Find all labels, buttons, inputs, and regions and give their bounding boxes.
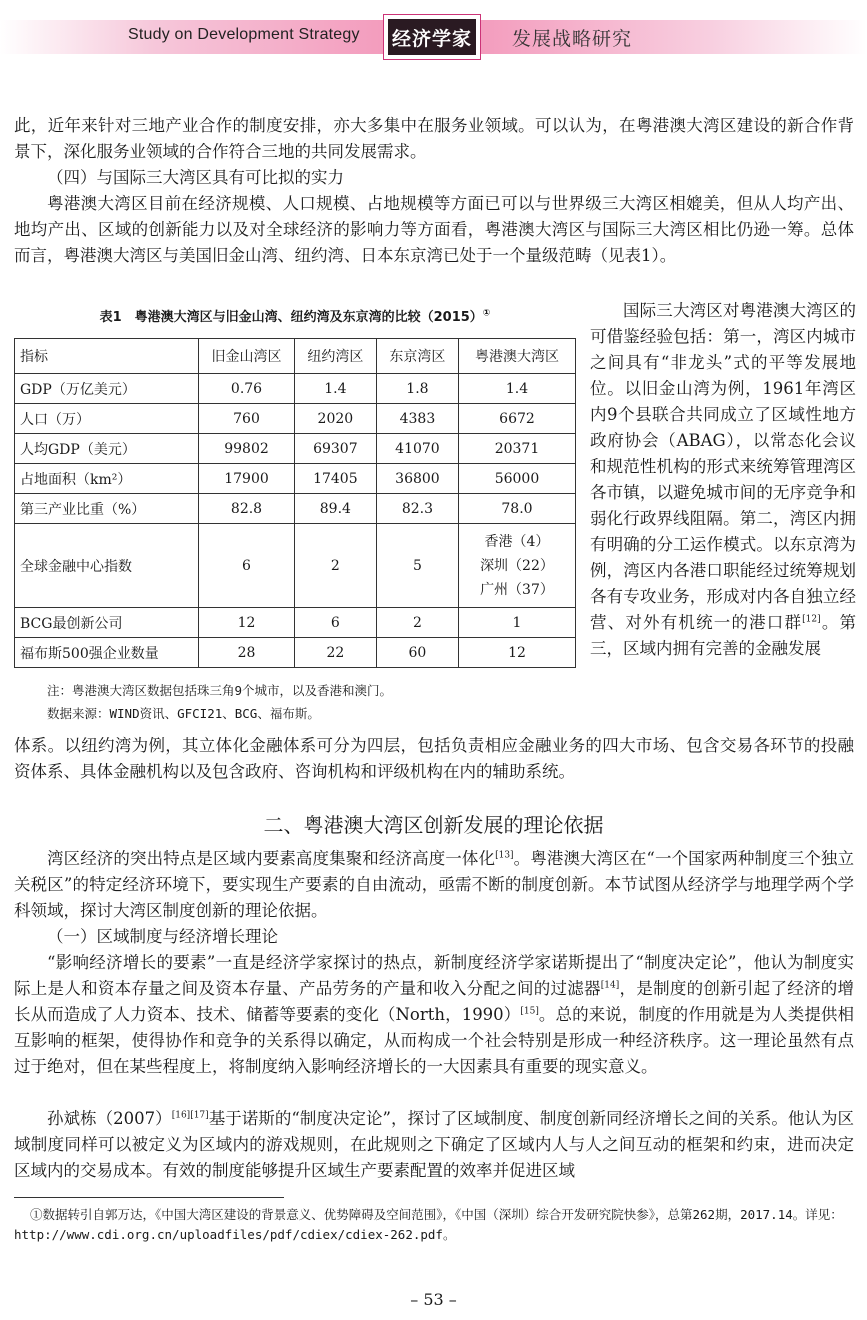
table-row — [15, 404, 576, 434]
table-header: 粤港澳大湾区 — [458, 339, 575, 374]
table-cell: 36800 — [376, 464, 458, 494]
footnote-rule — [14, 1197, 284, 1198]
paragraph-3: 体系。以纽约湾为例，其立体化金融体系可分为四层，包括负责相应金融业务的四大市场、包含交易各环节的投融资体系、具体金融机构以及包含政府、咨询机构和评级机构在内的辅助系统。 — [14, 736, 854, 781]
table-cell: 0.76 — [199, 374, 295, 404]
finance-center-gz: 广州（37） — [480, 581, 554, 598]
table-cell: 28 — [199, 638, 295, 668]
table-cell: 12 — [458, 638, 575, 668]
table-header-row — [15, 339, 576, 374]
paragraph-5 — [14, 950, 854, 1080]
table-cell: 1.4 — [294, 374, 376, 404]
table-cell: 20371 — [458, 434, 575, 464]
table-cell: 99802 — [199, 434, 295, 464]
side-ref: [12] — [802, 614, 821, 625]
journal-logo-box — [383, 14, 481, 60]
table-cell: 12 — [199, 608, 295, 638]
section-name-cn: 发展战略研究 — [512, 28, 633, 50]
paragraph-6 — [14, 1106, 854, 1184]
table-header: 指标 — [15, 339, 199, 374]
comparison-table — [14, 338, 576, 668]
subheading-1: （一）区域制度与经济增长理论 — [47, 927, 278, 946]
table-cell: 福布斯500强企业数量 — [15, 638, 199, 668]
table-cell: 760 — [199, 404, 295, 434]
table-cell: 41070 — [376, 434, 458, 464]
table-cell: 占地面积（km²） — [15, 464, 199, 494]
section-heading: 二、粤港澳大湾区创新发展的理论依据 — [263, 813, 604, 837]
table-caption — [14, 308, 576, 328]
table-row — [15, 464, 576, 494]
table-cell: 22 — [294, 638, 376, 668]
table-cell: 17405 — [294, 464, 376, 494]
table-cell: 全球金融中心指数 — [15, 524, 199, 608]
table-cell: 69307 — [294, 434, 376, 464]
table-cell: 6672 — [458, 404, 575, 434]
table-row — [15, 494, 576, 524]
table-cell: 人口（万） — [15, 404, 199, 434]
paragraph-2: 粤港澳大湾区目前在经济规模、人口规模、占地规模等方面已可以与世界级三大湾区相媲美，但从人均产出、地均产出、区域的创新能力以及对全球经济的影响力等方面看，粤港澳大湾区与国际三大湾区相比仍逊一筹。总体而言，粤港澳大湾区与美国旧金山湾、纽约湾、日本东京湾已处于一个量级范畴（见表1）。 — [14, 194, 854, 265]
paragraph-4 — [14, 846, 854, 924]
side-text-a: 国际三大湾区对粤港澳大湾区的可借鉴经验包括：第一，湾区内城市之间具有“非龙头”式的平等发展地位。以旧金山湾为例，1961年湾区内9个县联合共同成立了区域性地方政府协会（ABAG），以常态化会议和规范性机构的形式来统筹管理湾区各市镇，以避免城市间的无序竞争和弱化行政界线阻隔。第二，湾区内拥有明确的分工运作模式。以东京湾为例，湾区内各港口职能经过统筹规划各有专攻业务，形成对内各自独立经营、对外有机统一的港口群 — [590, 301, 856, 632]
table-row — [15, 374, 576, 404]
p4-ref: [13] — [495, 850, 514, 861]
p5-text-b: ，是制度的创新引起了经济的增长从而造成了人力资本、技术、储蓄等要素的变化（North，1990） — [14, 979, 854, 1024]
p5-ref-1: [14] — [600, 980, 620, 991]
page-number: – 53 – — [410, 1290, 457, 1309]
table-cell: 2020 — [294, 404, 376, 434]
p6-ref: [16][17] — [171, 1110, 209, 1121]
table-cell: BCG最创新公司 — [15, 608, 199, 638]
p4-text-b: 。粤港澳大湾区在“一个国家两种制度三个独立关税区”的特定经济环境下，要实现生产要素的自由流动，亟需不断的制度创新。本节试图从经济学与地理学两个学科领域，探讨大湾区制度创新的理论依据。 — [14, 849, 855, 920]
table-cell: 1.8 — [376, 374, 458, 404]
side-text-b: 。第三，区域内拥有完善的金融发展 — [590, 613, 856, 658]
paragraph-1: 此，近年来针对三地产业合作的制度安排，亦大多集中在服务业领域。可以认为，在粤港澳大湾区建设的新合作背景下，深化服务业领域的合作符合三地的共同发展需求。 — [14, 116, 854, 161]
table-cell — [458, 524, 575, 608]
table-cell: 82.3 — [376, 494, 458, 524]
table-cell: 人均GDP（美元） — [15, 434, 199, 464]
table-row — [15, 608, 576, 638]
table-cell: 17900 — [199, 464, 295, 494]
table-cell: 2 — [294, 524, 376, 608]
table-cell: GDP（万亿美元） — [15, 374, 199, 404]
table-cell: 第三产业比重（%） — [15, 494, 199, 524]
table-note: 注：粤港澳大湾区数据包括珠三角9个城市，以及香港和澳门。 — [47, 683, 393, 698]
journal-logo: 经济学家 — [388, 19, 476, 55]
table-caption-mark: ① — [482, 308, 491, 319]
p5-text-a: “影响经济增长的要素”一直是经济学家探讨的热点，新制度经济学家诺斯提出了“制度决定论”，他认为制度实际上是人和资本存量之间及资本存量、产品劳务的产量和收入分配之间的过滤器 — [14, 953, 854, 998]
page-header — [0, 0, 867, 70]
p4-text-a: 湾区经济的突出特点是区域内要素高度集聚和经济高度一体化 — [47, 849, 496, 868]
footnote: ①数据转引自郭万达，《中国大湾区建设的背景意义、优势障碍及空间范围》，《中国（深圳）综合开发研究院快参》，总第262期，2017.14。详见：http://www.cdi.org.cn/uploadfiles/pdf/cdiex/cdiex-262.pdf。 — [14, 1207, 843, 1242]
p5-text-c: 。总的来说，制度的作用就是为人类提供相互影响的框架，使得协作和竞争的关系得以确定，从而构成一个社会特别是形成一种经济秩序。这一理论虽然有点过于绝对，但在某些程度上，将制度纳入影响经济增长的一大因素具有重要的现实意义。 — [14, 1005, 854, 1076]
table-row — [15, 434, 576, 464]
table-cell: 56000 — [458, 464, 575, 494]
table-header: 旧金山湾区 — [199, 339, 295, 374]
p5-ref-2: [15] — [520, 1006, 539, 1017]
finance-center-sz: 深圳（22） — [480, 557, 554, 574]
p6-text-a: 孙斌栋（2007） — [47, 1109, 172, 1128]
table-cell: 89.4 — [294, 494, 376, 524]
table-cell: 78.0 — [458, 494, 575, 524]
journal-name-en: Study on Development Strategy — [128, 26, 360, 43]
table-source: 数据来源：WIND资讯、GFCI21、BCG、福布斯。 — [47, 706, 320, 721]
p6-text-b: 基于诺斯的“制度决定论”，探讨了区域制度、制度创新同经济增长之间的关系。他认为区域制度同样可以被定义为区域内的游戏规则，在此规则之下确定了区域内人与人之间互动的框架和约束，进而决定区域内的交易成本。有效的制度能够提升区域生产要素配置的效率并促进区域 — [14, 1109, 854, 1180]
table-cell: 6 — [294, 608, 376, 638]
table-cell: 2 — [376, 608, 458, 638]
table-cell: 5 — [376, 524, 458, 608]
table-cell: 1.4 — [458, 374, 575, 404]
table-cell: 82.8 — [199, 494, 295, 524]
finance-center-hk: 香港（4） — [484, 533, 550, 550]
table-row — [15, 524, 576, 608]
table-header: 纽约湾区 — [294, 339, 376, 374]
table-header: 东京湾区 — [376, 339, 458, 374]
table-cell: 4383 — [376, 404, 458, 434]
side-paragraph — [590, 298, 856, 662]
table-caption-text: 表1 粤港澳大湾区与旧金山湾、纽约湾及东京湾的比较（2015） — [99, 310, 483, 325]
table-cell: 6 — [199, 524, 295, 608]
table-cell: 60 — [376, 638, 458, 668]
table-cell: 1 — [458, 608, 575, 638]
subheading-4: （四）与国际三大湾区具有可比拟的实力 — [47, 168, 344, 187]
table-row — [15, 638, 576, 668]
